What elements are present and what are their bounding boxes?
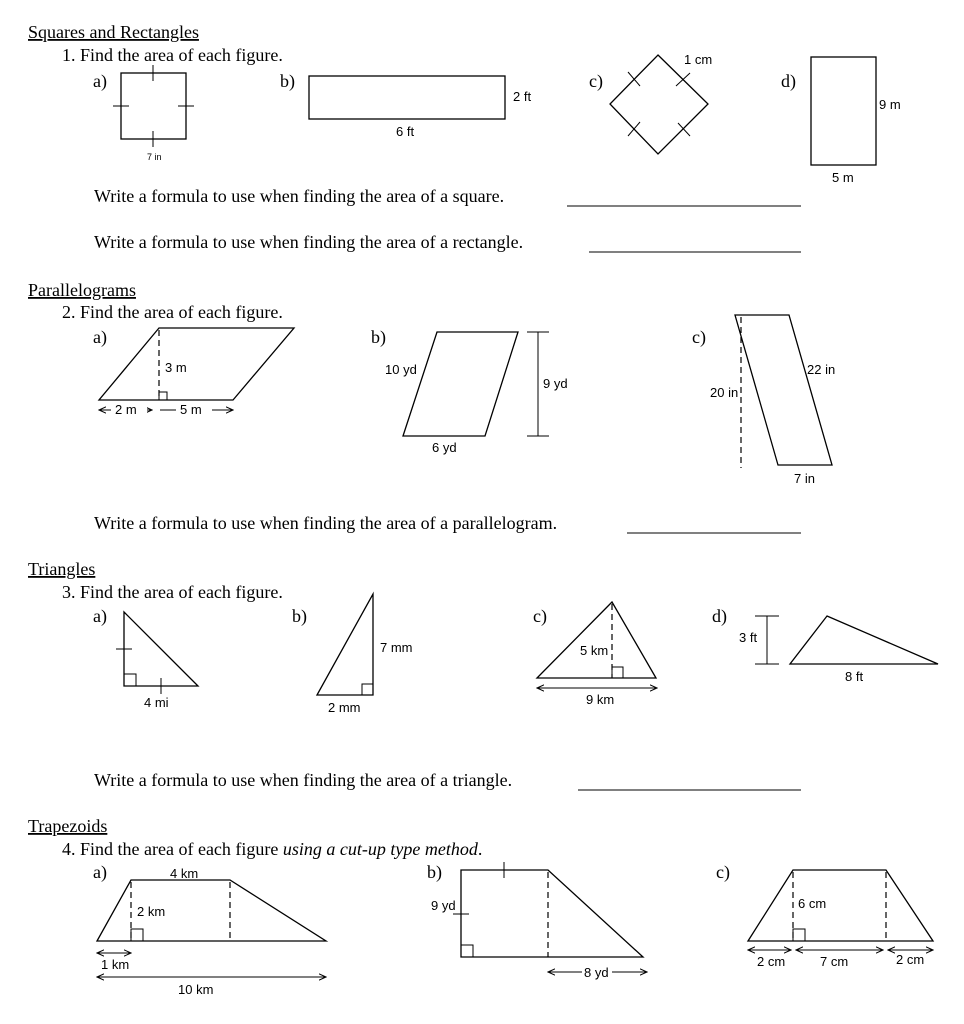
problem-2b-letter: b) bbox=[371, 327, 386, 347]
label-4c-middle: 7 cm bbox=[820, 954, 849, 969]
triangle-figure-3a bbox=[116, 612, 198, 694]
label-4c-height: 6 cm bbox=[798, 896, 827, 911]
label-2b-side: 10 yd bbox=[385, 362, 417, 377]
label-2c-base: 7 in bbox=[794, 471, 815, 486]
parallelogram-figure-2b bbox=[403, 332, 549, 436]
square-figure-1a bbox=[113, 65, 194, 147]
problem-2a-letter: a) bbox=[93, 327, 107, 347]
section-heading-triangles: Triangles bbox=[28, 559, 96, 579]
problem-4a-letter: a) bbox=[93, 862, 107, 882]
label-1d-width: 5 m bbox=[832, 170, 854, 185]
trapezoid-figure-4b bbox=[453, 862, 647, 972]
rotated-square-figure-1c bbox=[610, 55, 708, 154]
section-heading-trapezoids: Trapezoids bbox=[28, 816, 108, 836]
label-4c-right: 2 cm bbox=[896, 952, 925, 967]
label-3a-base: 4 mi bbox=[144, 695, 169, 710]
problem-1-instruction: 1. Find the area of each figure. bbox=[62, 45, 283, 65]
label-3c-base: 9 km bbox=[586, 692, 615, 707]
problem-4-instruction: 4. Find the area of each figure using a cut-up type method. bbox=[62, 839, 483, 859]
formula-prompt-triangle: Write a formula to use when finding the area of a triangle. bbox=[94, 770, 513, 790]
label-4a-height: 2 km bbox=[137, 904, 166, 919]
label-2a-height: 3 m bbox=[165, 360, 187, 375]
label-1a-side: 7 in bbox=[147, 152, 162, 162]
label-3c-height: 5 km bbox=[580, 643, 609, 658]
problem-1b-letter: b) bbox=[280, 71, 295, 91]
problem-1a-letter: a) bbox=[93, 71, 107, 91]
rectangle-figure-1b bbox=[309, 76, 505, 119]
label-1b-height: 2 ft bbox=[513, 89, 532, 104]
problem-3c-letter: c) bbox=[533, 606, 547, 626]
parallelogram-figure-2c bbox=[735, 315, 832, 468]
label-2c-height: 20 in bbox=[710, 385, 739, 400]
problem-4b-letter: b) bbox=[427, 862, 442, 882]
label-4b-right: 8 yd bbox=[584, 965, 609, 980]
label-4a-bottom: 10 km bbox=[178, 982, 214, 997]
label-4c-left: 2 cm bbox=[757, 954, 786, 969]
trapezoid-figure-4a bbox=[97, 880, 326, 977]
section-heading-squares: Squares and Rectangles bbox=[28, 22, 199, 42]
label-2c-side: 22 in bbox=[807, 362, 836, 377]
label-1d-height: 9 m bbox=[879, 97, 901, 112]
parallelogram-figure-2a bbox=[99, 328, 294, 410]
label-2a-offset: 2 m bbox=[115, 402, 137, 417]
problem-4c-letter: c) bbox=[716, 862, 730, 882]
problem-1d-letter: d) bbox=[781, 71, 796, 91]
formula-prompt-parallelogram: Write a formula to use when finding the area of a parallelogram. bbox=[94, 513, 558, 533]
section-heading-parallelograms: Parallelograms bbox=[28, 280, 136, 300]
rectangle-figure-1d bbox=[811, 57, 876, 165]
problem-1c-letter: c) bbox=[589, 71, 603, 91]
label-2b-base: 6 yd bbox=[432, 440, 457, 455]
trapezoid-figure-4c bbox=[748, 870, 933, 950]
label-2b-height: 9 yd bbox=[543, 376, 568, 391]
label-1b-width: 6 ft bbox=[396, 124, 415, 139]
problem-3a-letter: a) bbox=[93, 606, 107, 626]
problem-2c-letter: c) bbox=[692, 327, 706, 347]
formula-prompt-rectangle: Write a formula to use when finding the area of a rectangle. bbox=[94, 232, 524, 252]
problem-3d-letter: d) bbox=[712, 606, 727, 626]
label-3b-base: 2 mm bbox=[328, 700, 361, 715]
label-4b-height: 9 yd bbox=[431, 898, 456, 913]
label-3d-base: 8 ft bbox=[845, 669, 864, 684]
label-4a-top: 4 km bbox=[170, 866, 199, 881]
label-1c-side: 1 cm bbox=[684, 52, 713, 67]
triangle-figure-3d bbox=[755, 616, 938, 664]
triangle-figure-3b bbox=[317, 594, 373, 695]
problem-3-instruction: 3. Find the area of each figure. bbox=[62, 582, 283, 602]
formula-prompt-square: Write a formula to use when finding the area of a square. bbox=[94, 186, 505, 206]
problem-3b-letter: b) bbox=[292, 606, 307, 626]
label-2a-base: 5 m bbox=[180, 402, 202, 417]
label-3b-height: 7 mm bbox=[380, 640, 413, 655]
label-4a-left: 1 km bbox=[101, 957, 130, 972]
label-3d-height: 3 ft bbox=[739, 630, 758, 645]
problem-2-instruction: 2. Find the area of each figure. bbox=[62, 302, 283, 322]
